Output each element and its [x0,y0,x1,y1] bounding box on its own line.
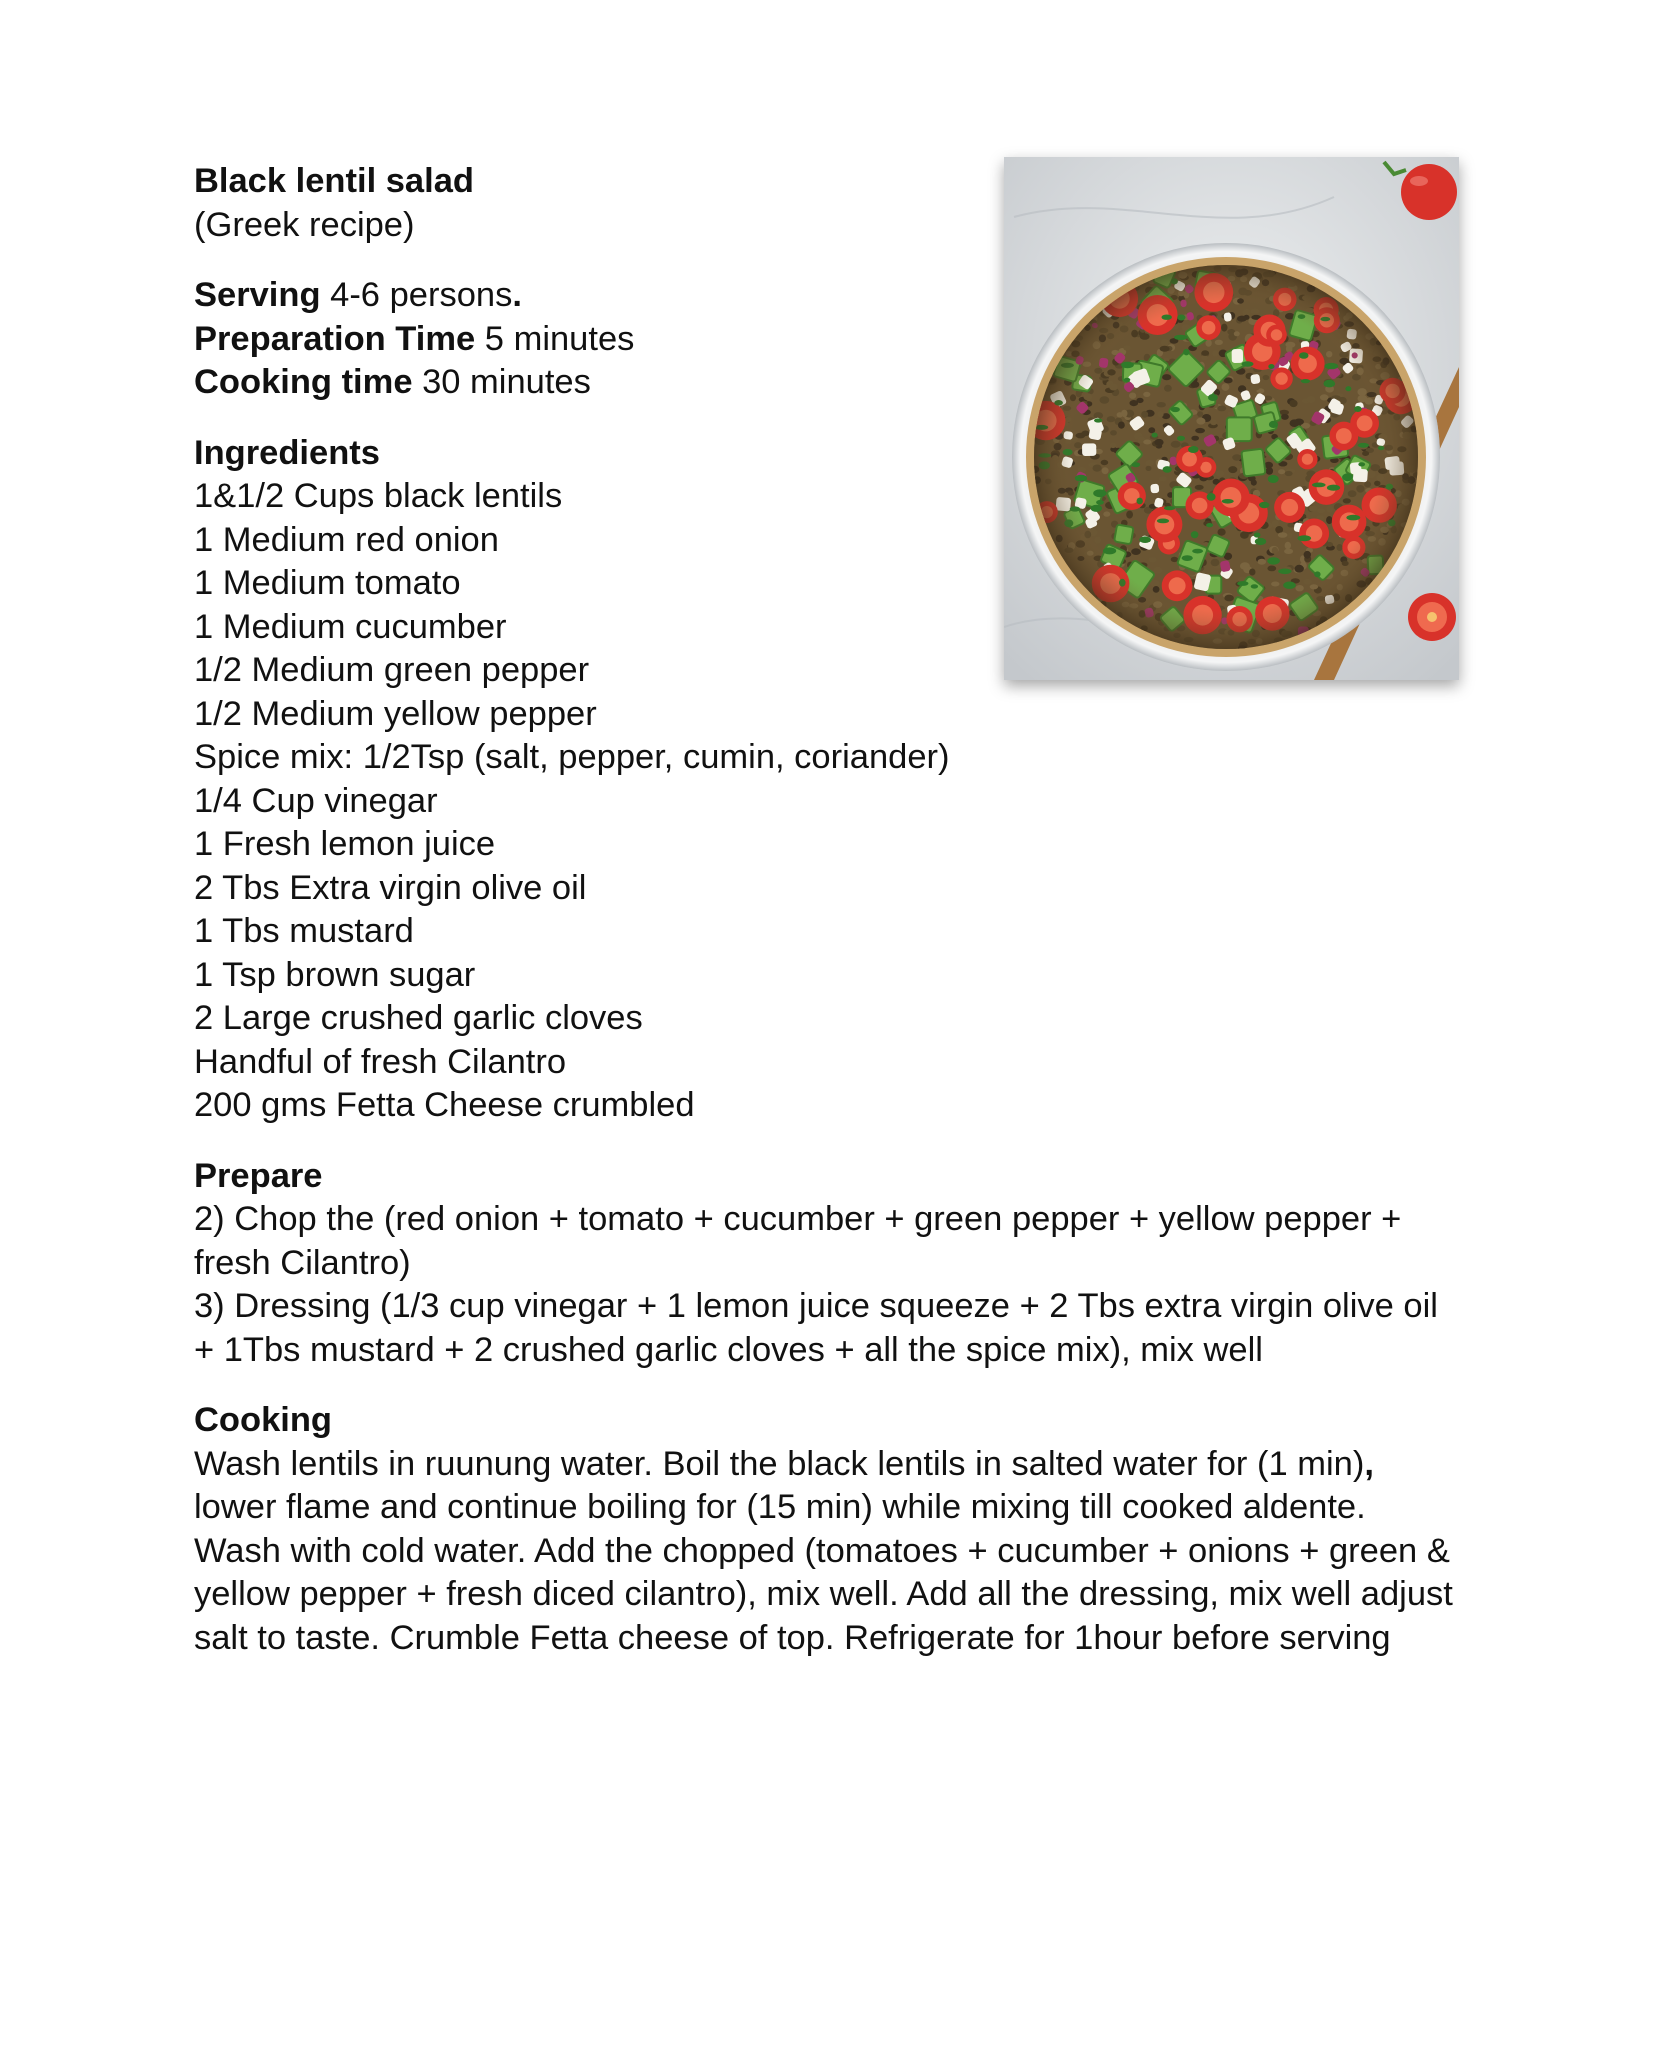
cooking-time-label: Cooking time [194,363,413,401]
cooking-heading: Cooking [194,1401,332,1439]
serving-period: . [512,276,522,314]
ingredient-item: 1 Fresh lemon juice [194,825,496,863]
ingredient-item: 1 Medium red onion [194,520,499,559]
ingredient-item: 1 Medium tomato [194,564,461,602]
ingredient-item: 2 Tbs Extra virgin olive oil [194,868,587,907]
ingredient-item: 1/4 Cup vinegar [194,781,438,820]
recipe-text [194,160,1494,1660]
ingredient-item: 1/2 Medium yellow pepper [194,694,597,733]
ingredient-item: 1/2 Medium green pepper [194,651,590,689]
cooking-text-part: Wash lentils in ruunung water. Boil the black lentils in salted water for (1 min) [194,1444,1365,1483]
serving-value: 4-6 persons [320,276,513,314]
serving-label: Serving [194,276,321,314]
ingredient-item: 2 Large crushed garlic cloves [194,999,643,1037]
cooking-time-line [194,361,1494,405]
cooking-instructions [194,1443,1454,1661]
cooking-text-part: lower flame and continue boiling for (15 min) while mixing till cooked aldente. Wash with cold water. Add the chopped (tomatoes + cucumber + onions + green & yellow pepper + fresh diced cilantro), mix well. Add all the dressing, mix well adjust salt to taste. Crumble Fetta cheese of top. Refrigerate for 1hour before serving [194,1488,1453,1657]
prep-time-value: 5 minutes [475,319,635,358]
cooking-time-value: 30 minutes [412,363,591,401]
ingredients-heading: Ingredients [194,433,380,472]
serving-line [194,274,1494,318]
ingredient-item: Spice mix: 1/2Tsp (salt, pepper, cumin, coriander) [194,738,950,776]
prepare-heading: Prepare [194,1156,323,1195]
ingredients-list [194,475,1494,1128]
ingredient-item: 200 gms Fetta Cheese crumbled [194,1086,695,1124]
prepare-step: 3) Dressing (1/3 cup vinegar + 1 lemon juice squeeze + 2 Tbs extra virgin olive oil + 1Tbs mustard + 2 crushed garlic cloves + all the spice mix), mix well [194,1287,1438,1369]
recipe-title: Black lentil salad [194,162,474,200]
prepare-step: 2) Chop the (red onion + tomato + cucumber + green pepper + yellow pepper + fresh Cilantro) [194,1200,1402,1282]
ingredient-item: 1 Tbs mustard [194,912,414,950]
recipe-subtitle: (Greek recipe) [194,205,415,244]
ingredient-item: 1 Medium cucumber [194,607,507,646]
ingredient-item: 1&1/2 Cups black lentils [194,477,563,515]
cooking-comma: , [1364,1444,1374,1483]
prep-time-label: Preparation Time [194,319,476,358]
ingredient-item: 1 Tsp brown sugar [194,955,476,994]
ingredient-item: Handful of fresh Cilantro [194,1042,567,1081]
prep-time-line [194,318,1494,362]
